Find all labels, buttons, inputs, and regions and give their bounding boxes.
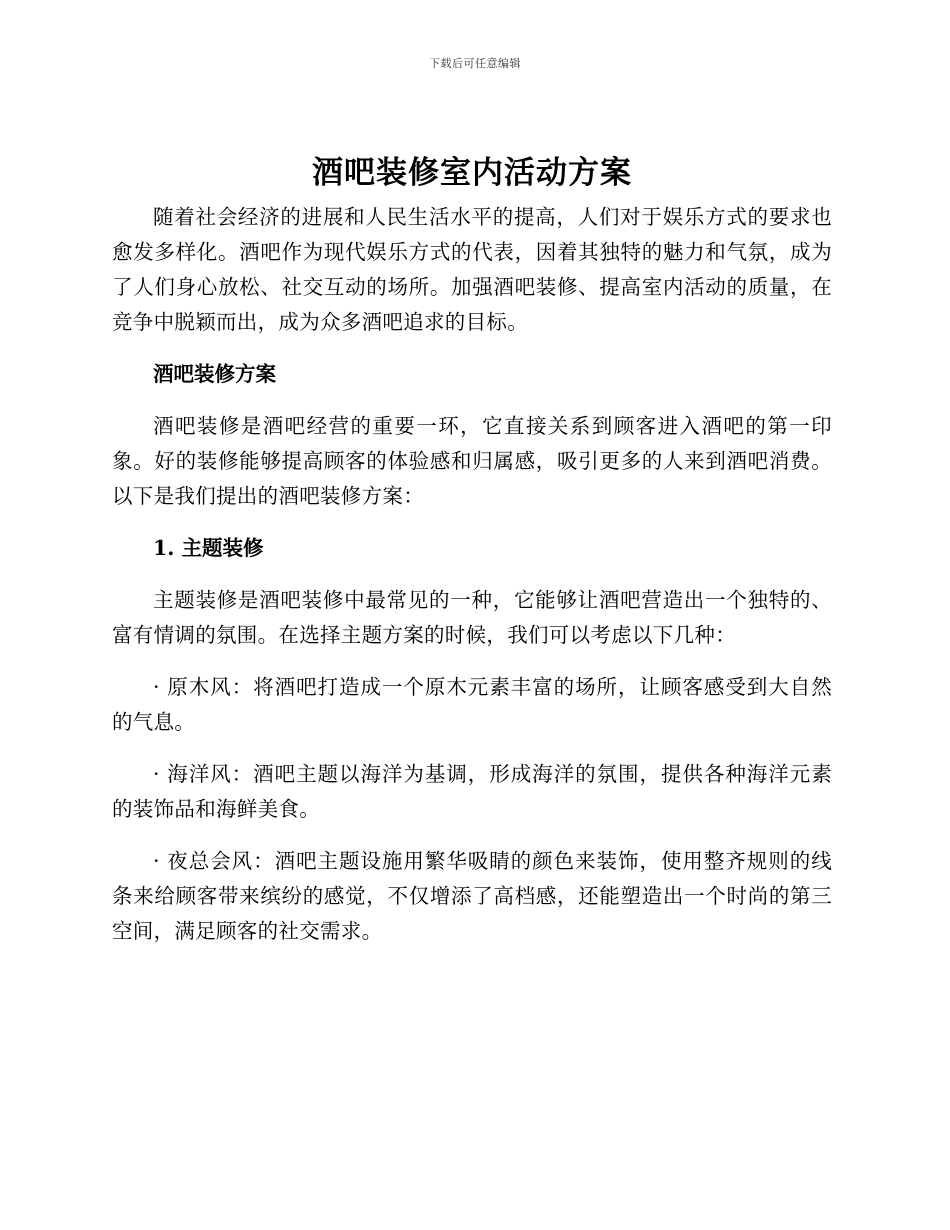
document-body xyxy=(112,150,832,949)
section-heading-decoration-plan: 酒吧装修方案 xyxy=(153,362,276,386)
bullet-item-wood-style: · 原木风：将酒吧打造成一个原木元素丰富的场所，让顾客感受到大自然的气息。 xyxy=(112,675,832,734)
subsection-heading-theme-decoration: 1. 主题装修 xyxy=(153,536,264,560)
subsection-paragraph-theme-decoration: 主题装修是酒吧装修中最常见的一种，它能够让酒吧营造出一个独特的、富有情调的氛围。在选择主题方案的时候，我们可以考虑以下几种： xyxy=(112,588,832,647)
bullet-item-ocean-style: · 海洋风：酒吧主题以海洋为基调，形成海洋的氛围，提供各种海洋元素的装饰品和海鲜美食。 xyxy=(112,762,832,821)
header-note: 下载后可任意编辑 xyxy=(429,57,521,70)
section-paragraph-decoration-plan: 酒吧装修是酒吧经营的重要一环，它直接关系到顾客进入酒吧的第一印象。好的装修能够提高顾客的体验感和归属感，吸引更多的人来到酒吧消费。以下是我们提出的酒吧装修方案： xyxy=(112,414,832,508)
intro-paragraph: 随着社会经济的进展和人民生活水平的提高，人们对于娱乐方式的要求也愈发多样化。酒吧作为现代娱乐方式的代表，因着其独特的魅力和气氛，成为了人们身心放松、社交互动的场所。加强酒吧装修、提高室内活动的质量，在竞争中脱颖而出，成为众多酒吧追求的目标。 xyxy=(112,205,832,334)
document-title: 酒吧装修室内活动方案 xyxy=(312,155,632,191)
bullet-item-nightclub-style: · 夜总会风：酒吧主题设施用繁华吸睛的颜色来装饰，使用整齐规则的线条来给顾客带来缤纷的感觉，不仅增添了高档感，还能塑造出一个时尚的第三空间，满足顾客的社交需求。 xyxy=(112,849,832,943)
